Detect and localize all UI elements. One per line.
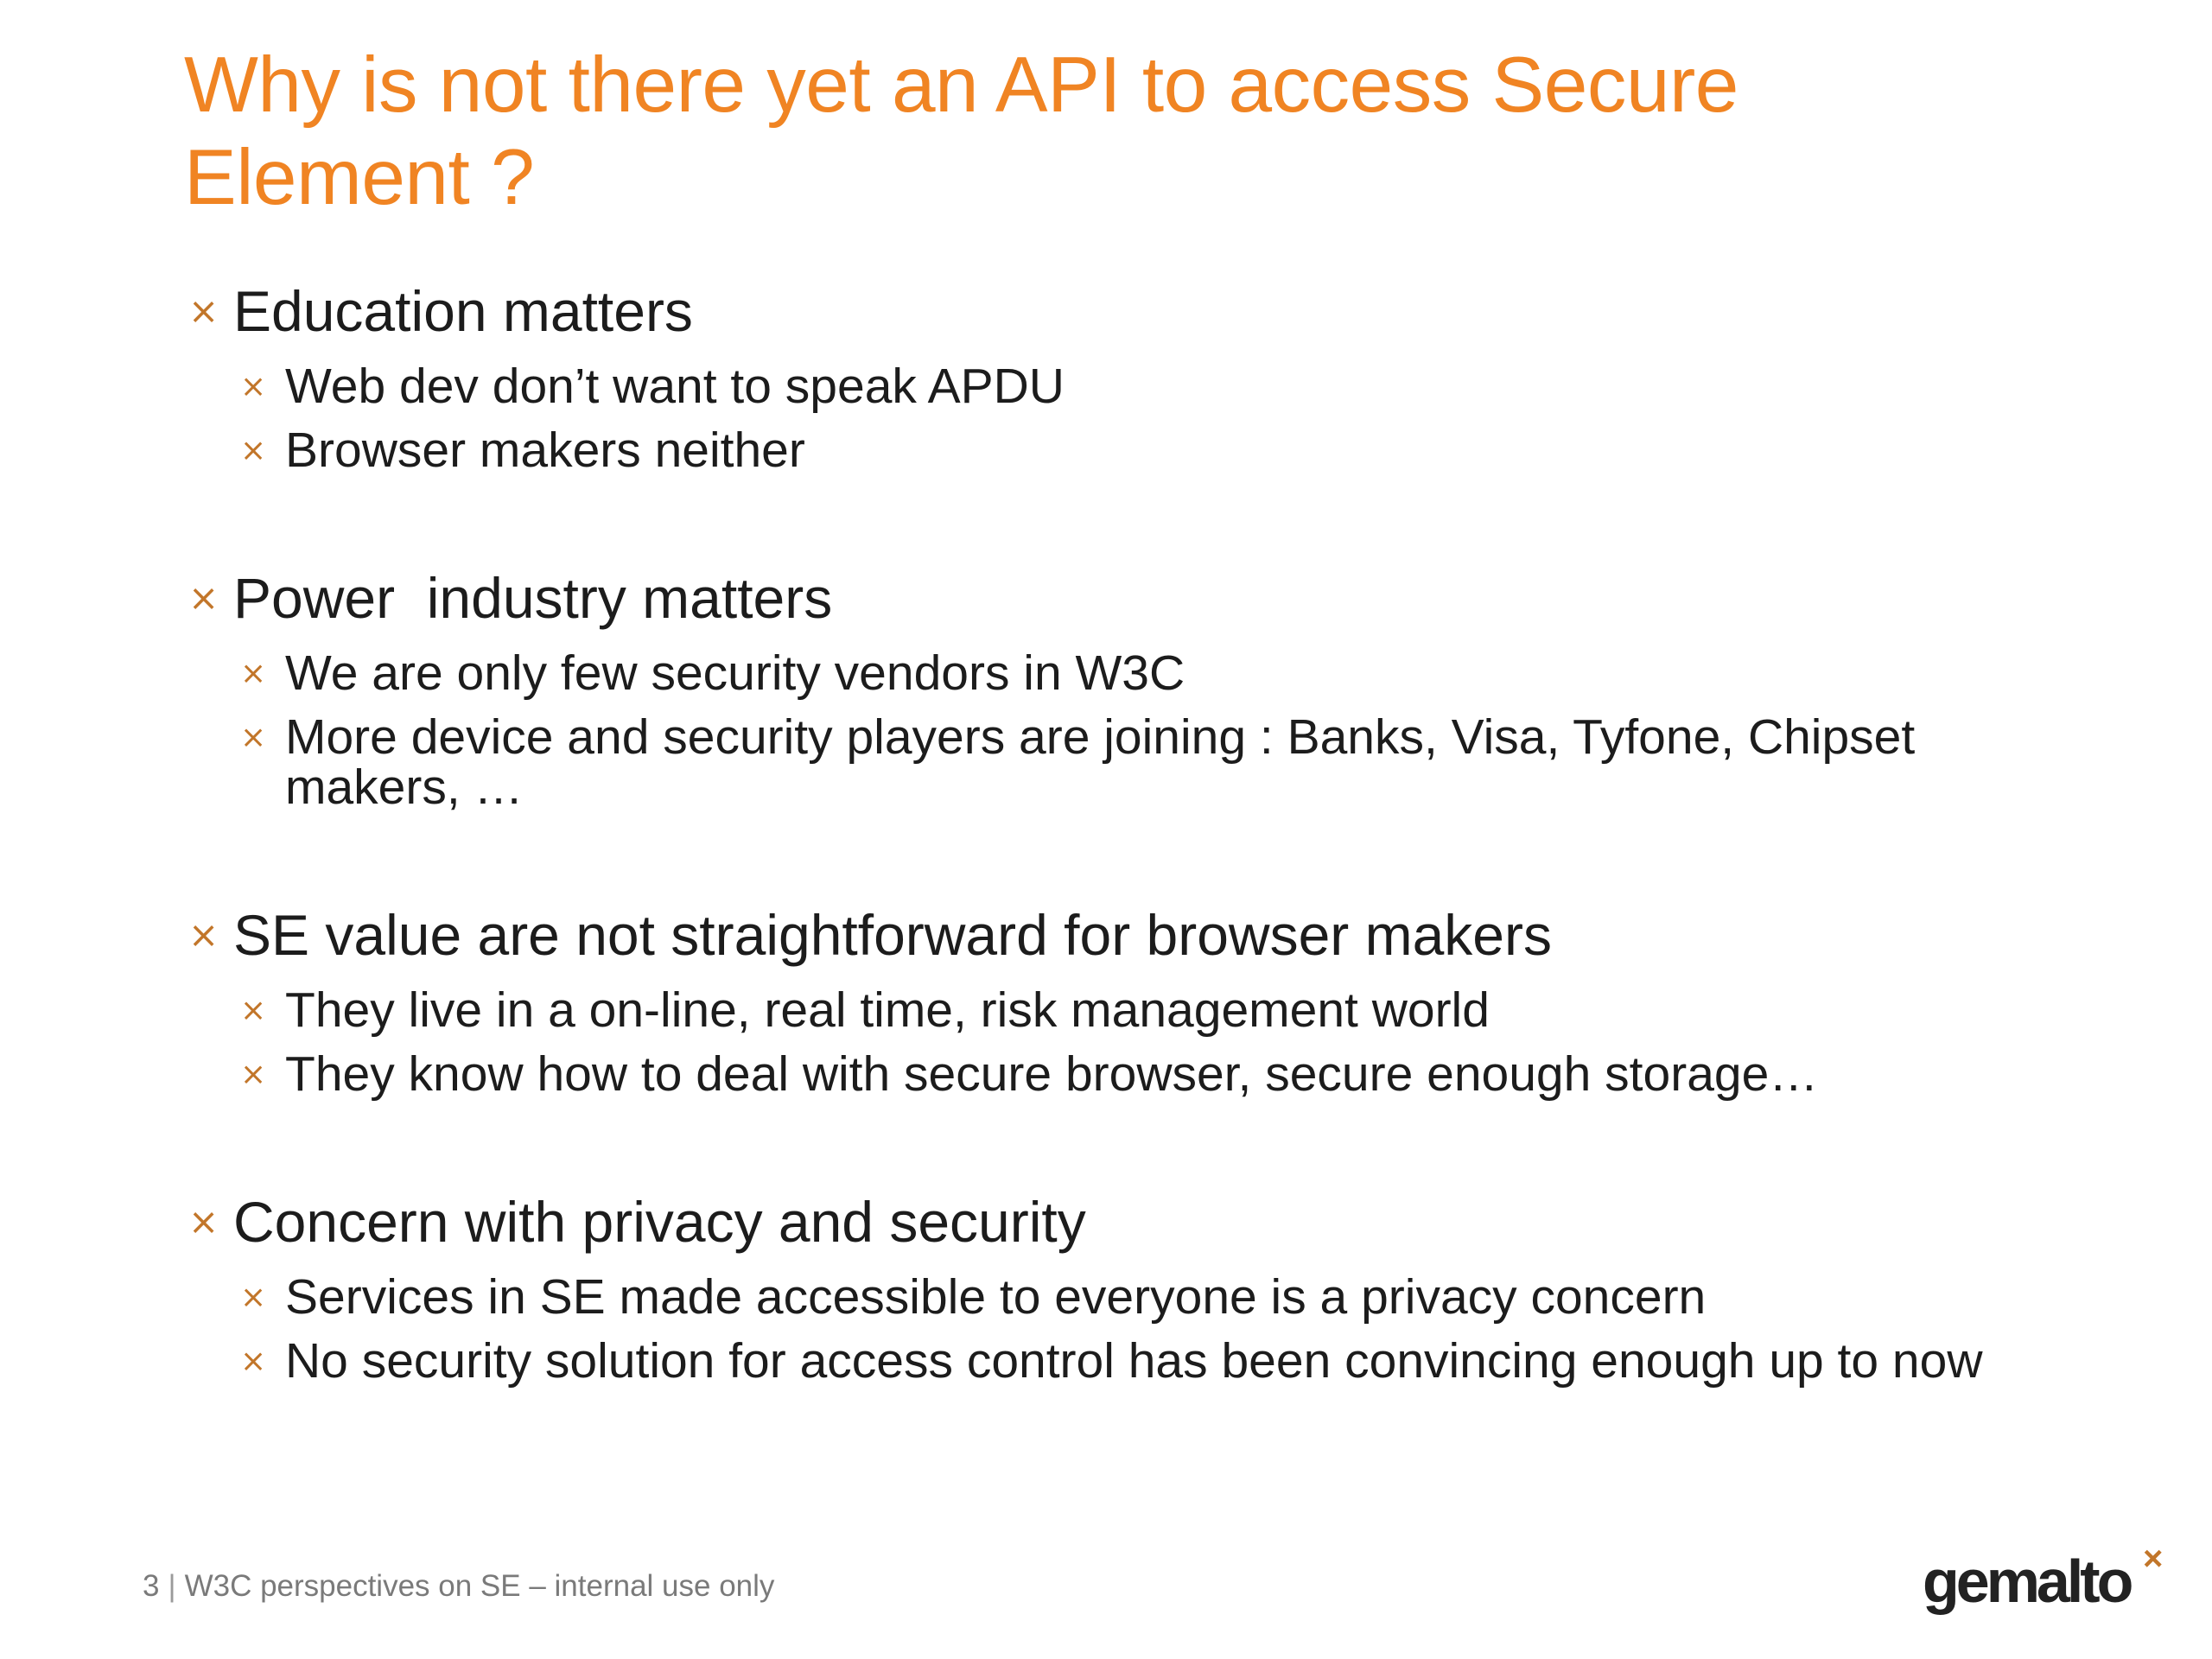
bullet-icon: ⨯ [188,1201,219,1242]
section-privacy-security [188,1185,2072,1389]
bullet-icon: ⨯ [240,1343,267,1378]
logo-star-icon: × [2143,1540,2164,1578]
bullet-text: Web dev don’t want to speak APDU [285,359,1065,414]
bullet-text: More device and security players are joining : Banks, Visa, Tyfone, Chipset makers, … [285,709,1916,815]
bullet-heading: Education matters [233,279,693,343]
bullet-heading: Concern with privacy and security [233,1190,1086,1254]
slide-footer [143,1569,774,1604]
bullet-level1 [188,899,2072,971]
bullet-level2 [240,709,2072,815]
bullet-text: Services in SE made accessible to everyone is a privacy concern [285,1269,1707,1325]
footer-text: W3C perspectives on SE – internal use only [184,1569,775,1603]
bullet-level1 [188,562,2072,634]
bullet-icon: ⨯ [240,432,267,467]
bullet-icon: ⨯ [240,992,267,1027]
bullet-level1 [188,275,2072,347]
bullet-text: They live in a on-line, real time, risk management world [285,982,1490,1038]
bullet-list [188,275,2072,1389]
bullet-level2 [240,1333,2072,1389]
bullet-text: No security solution for access control has been convincing enough up to now [285,1333,1983,1389]
bullet-icon: ⨯ [240,719,267,754]
section-education [188,275,2072,478]
bullet-level2 [240,359,2072,414]
slide-title: Why is not there yet an API to access Secure Element ? [184,41,1738,221]
bullet-text: Browser makers neither [285,423,805,478]
gemalto-logo [1923,1540,2164,1616]
bullet-text: They know how to deal with secure browser, secure enough storage… [285,1046,1819,1102]
bullet-level1 [188,1185,2072,1258]
section-se-value [188,899,2072,1102]
bullet-icon: ⨯ [188,914,219,955]
bullet-heading: Power industry matters [233,566,833,630]
bullet-icon: ⨯ [188,290,219,331]
bullet-level2 [240,1269,2072,1325]
logo-text: gemalto [1923,1548,2131,1615]
bullet-text: We are only few security vendors in W3C [285,645,1185,701]
bullet-icon: ⨯ [240,1279,267,1314]
section-power-industry [188,562,2072,815]
page-number: 3 [143,1569,160,1603]
bullet-icon: ⨯ [240,368,267,404]
bullet-icon: ⨯ [188,577,219,618]
footer-separator: | [168,1569,176,1603]
bullet-level2 [240,1046,2072,1102]
bullet-level2 [240,982,2072,1038]
bullet-level2 [240,645,2072,701]
bullet-icon: ⨯ [240,655,267,690]
bullet-level2 [240,423,2072,478]
bullet-icon: ⨯ [240,1056,267,1091]
bullet-heading: SE value are not straightforward for browser makers [233,903,1552,967]
